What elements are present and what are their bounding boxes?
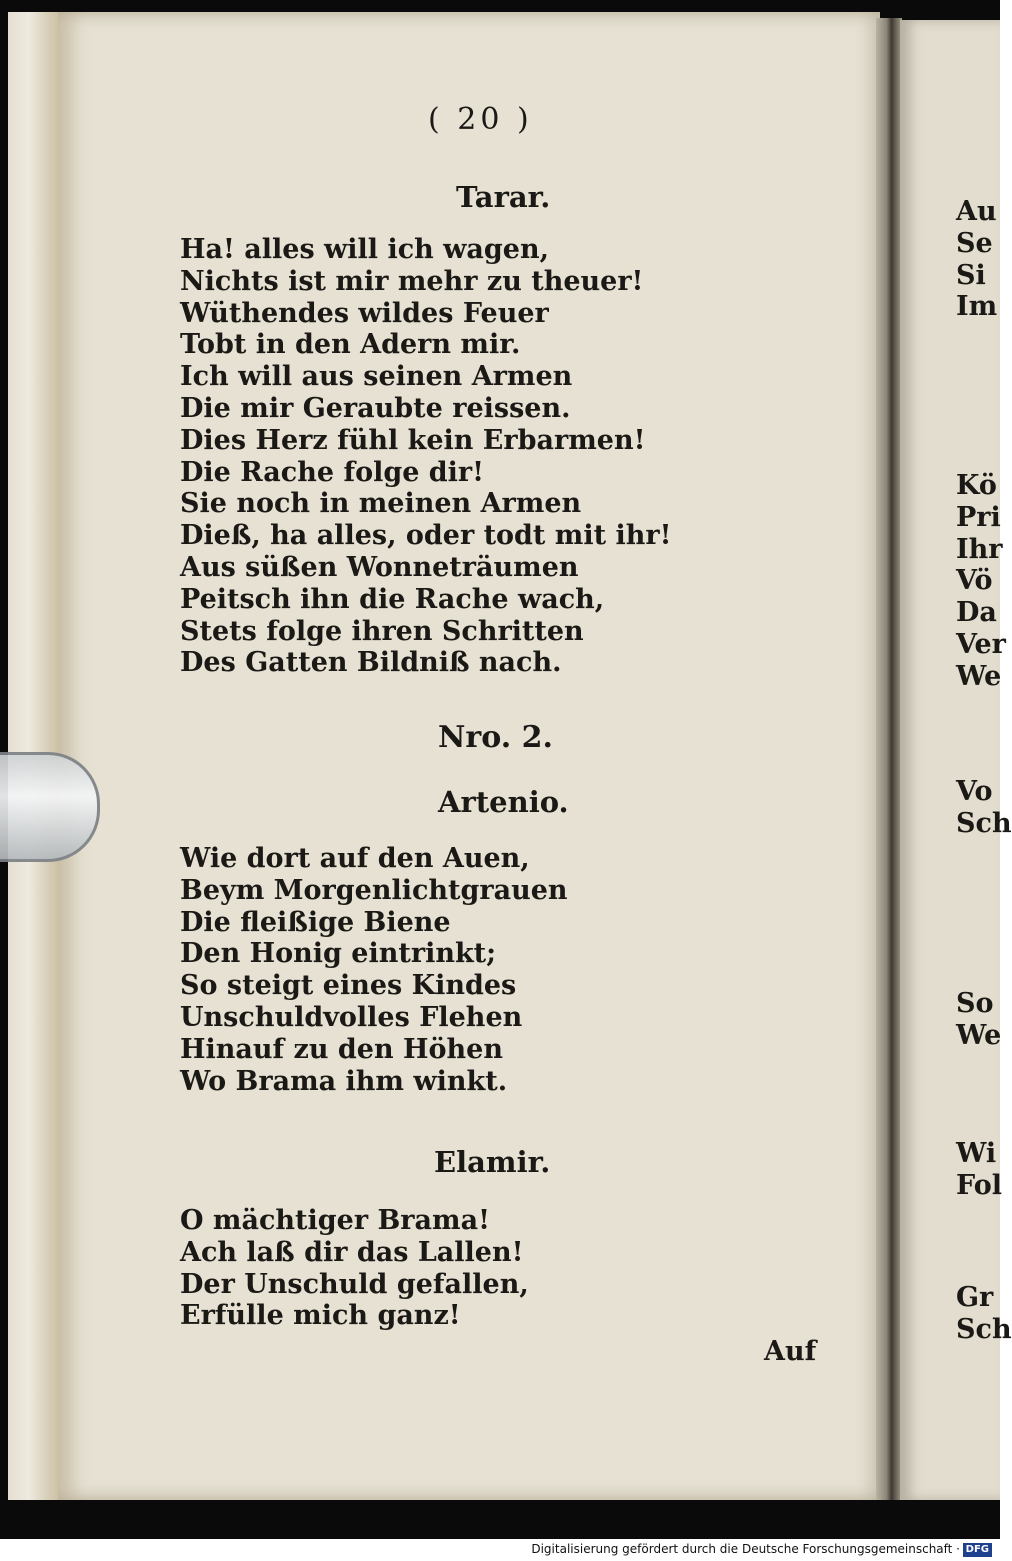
verse-line: Wüthendes wildes Feuer — [180, 297, 549, 329]
verse-line: Sie noch in meinen Armen — [180, 488, 582, 520]
verse-line: Den Honig eintrinkt; — [180, 938, 497, 970]
fragment-line: Au — [956, 196, 997, 227]
verse-elamir — [180, 1205, 529, 1332]
verse-line: Ha! alles will ich wagen, — [180, 234, 550, 265]
catchword: Auf — [764, 1336, 817, 1367]
verse-line: Dies Herz fühl kein Erbarmen! — [180, 424, 646, 456]
verse-line: Beym Morgenlichtgrauen — [180, 874, 568, 906]
verse-artenio — [180, 843, 568, 1097]
section-number: Nro. 2. — [438, 720, 553, 755]
verse-line: Erfülle mich ganz! — [180, 1300, 461, 1332]
fragment-line: We — [956, 660, 1002, 692]
fragment-line: Kö — [956, 470, 997, 501]
fragment-line: Vö — [956, 565, 993, 597]
verse-line: Der Unschuld gefallen, — [180, 1268, 529, 1300]
verse-line: Stets folge ihren Schritten — [180, 615, 584, 647]
fragment-line: Sch — [956, 807, 1012, 839]
fragment-line: Si — [956, 259, 986, 291]
verse-line: Die fleißige Biene — [180, 906, 451, 938]
fragment-line: Ver — [956, 628, 1006, 660]
verse-line: Dieß, ha alles, oder todt mit ihr! — [180, 520, 672, 552]
verse-line: Die mir Geraubte reissen. — [180, 392, 571, 424]
verse-line: Wie dort auf den Auen, — [180, 843, 530, 874]
facing-page-fragment — [956, 1138, 1000, 1202]
facing-page-fragment — [956, 776, 1012, 840]
verse-line: Aus süßen Wonneträumen — [180, 551, 579, 583]
verse-tarar — [180, 234, 671, 679]
page-clip — [0, 752, 100, 862]
facing-page-fragment — [956, 1282, 1012, 1346]
footer-bar — [0, 1539, 1000, 1561]
facing-page-fragment — [956, 470, 1006, 693]
speaker-tarar: Tarar. — [456, 180, 551, 214]
fragment-line: Fol — [956, 1169, 1002, 1201]
verse-line: Wo Brama ihm winkt. — [180, 1065, 508, 1097]
dfg-logo: DFG — [963, 1543, 992, 1557]
fragment-line: Gr — [956, 1282, 994, 1313]
book-gutter — [876, 18, 902, 1500]
verse-line: So steigt eines Kindes — [180, 970, 517, 1002]
fragment-line: Im — [956, 291, 998, 323]
fragment-line: Sch — [956, 1313, 1012, 1345]
verse-line: Des Gatten Bildniß nach. — [180, 647, 562, 679]
fragment-line: We — [956, 1019, 1002, 1051]
fragment-line: So — [956, 988, 994, 1019]
fragment-line: Wi — [956, 1138, 997, 1169]
facing-page-fragment — [956, 988, 1000, 1052]
verse-line: Die Rache folge dir! — [180, 456, 485, 488]
verse-line: Nichts ist mir mehr zu theuer! — [180, 265, 644, 297]
speaker-elamir: Elamir. — [434, 1145, 551, 1179]
verse-line: O mächtiger Brama! — [180, 1205, 490, 1236]
verse-line: Peitsch ihn die Rache wach, — [180, 583, 605, 615]
verse-line: Unschuldvolles Flehen — [180, 1001, 523, 1033]
verse-line: Ich will aus seinen Armen — [180, 361, 573, 393]
verse-line: Ach laß dir das Lallen! — [180, 1236, 524, 1268]
speaker-artenio: Artenio. — [438, 785, 569, 819]
page-number: ( 20 ) — [428, 102, 533, 137]
verse-line: Hinauf zu den Höhen — [180, 1033, 503, 1065]
fragment-line: Da — [956, 597, 997, 629]
verse-line: Tobt in den Adern mir. — [180, 329, 521, 361]
fragment-line: Ihr — [956, 533, 1003, 565]
fragment-line: Vo — [956, 776, 993, 807]
fragment-line: Pri — [956, 501, 1001, 533]
fragment-line: Se — [956, 227, 993, 259]
facing-page-fragment — [956, 196, 1000, 323]
funding-credit: Digitalisierung gefördert durch die Deutsche Forschungsgemeinschaft · — [531, 1542, 960, 1556]
